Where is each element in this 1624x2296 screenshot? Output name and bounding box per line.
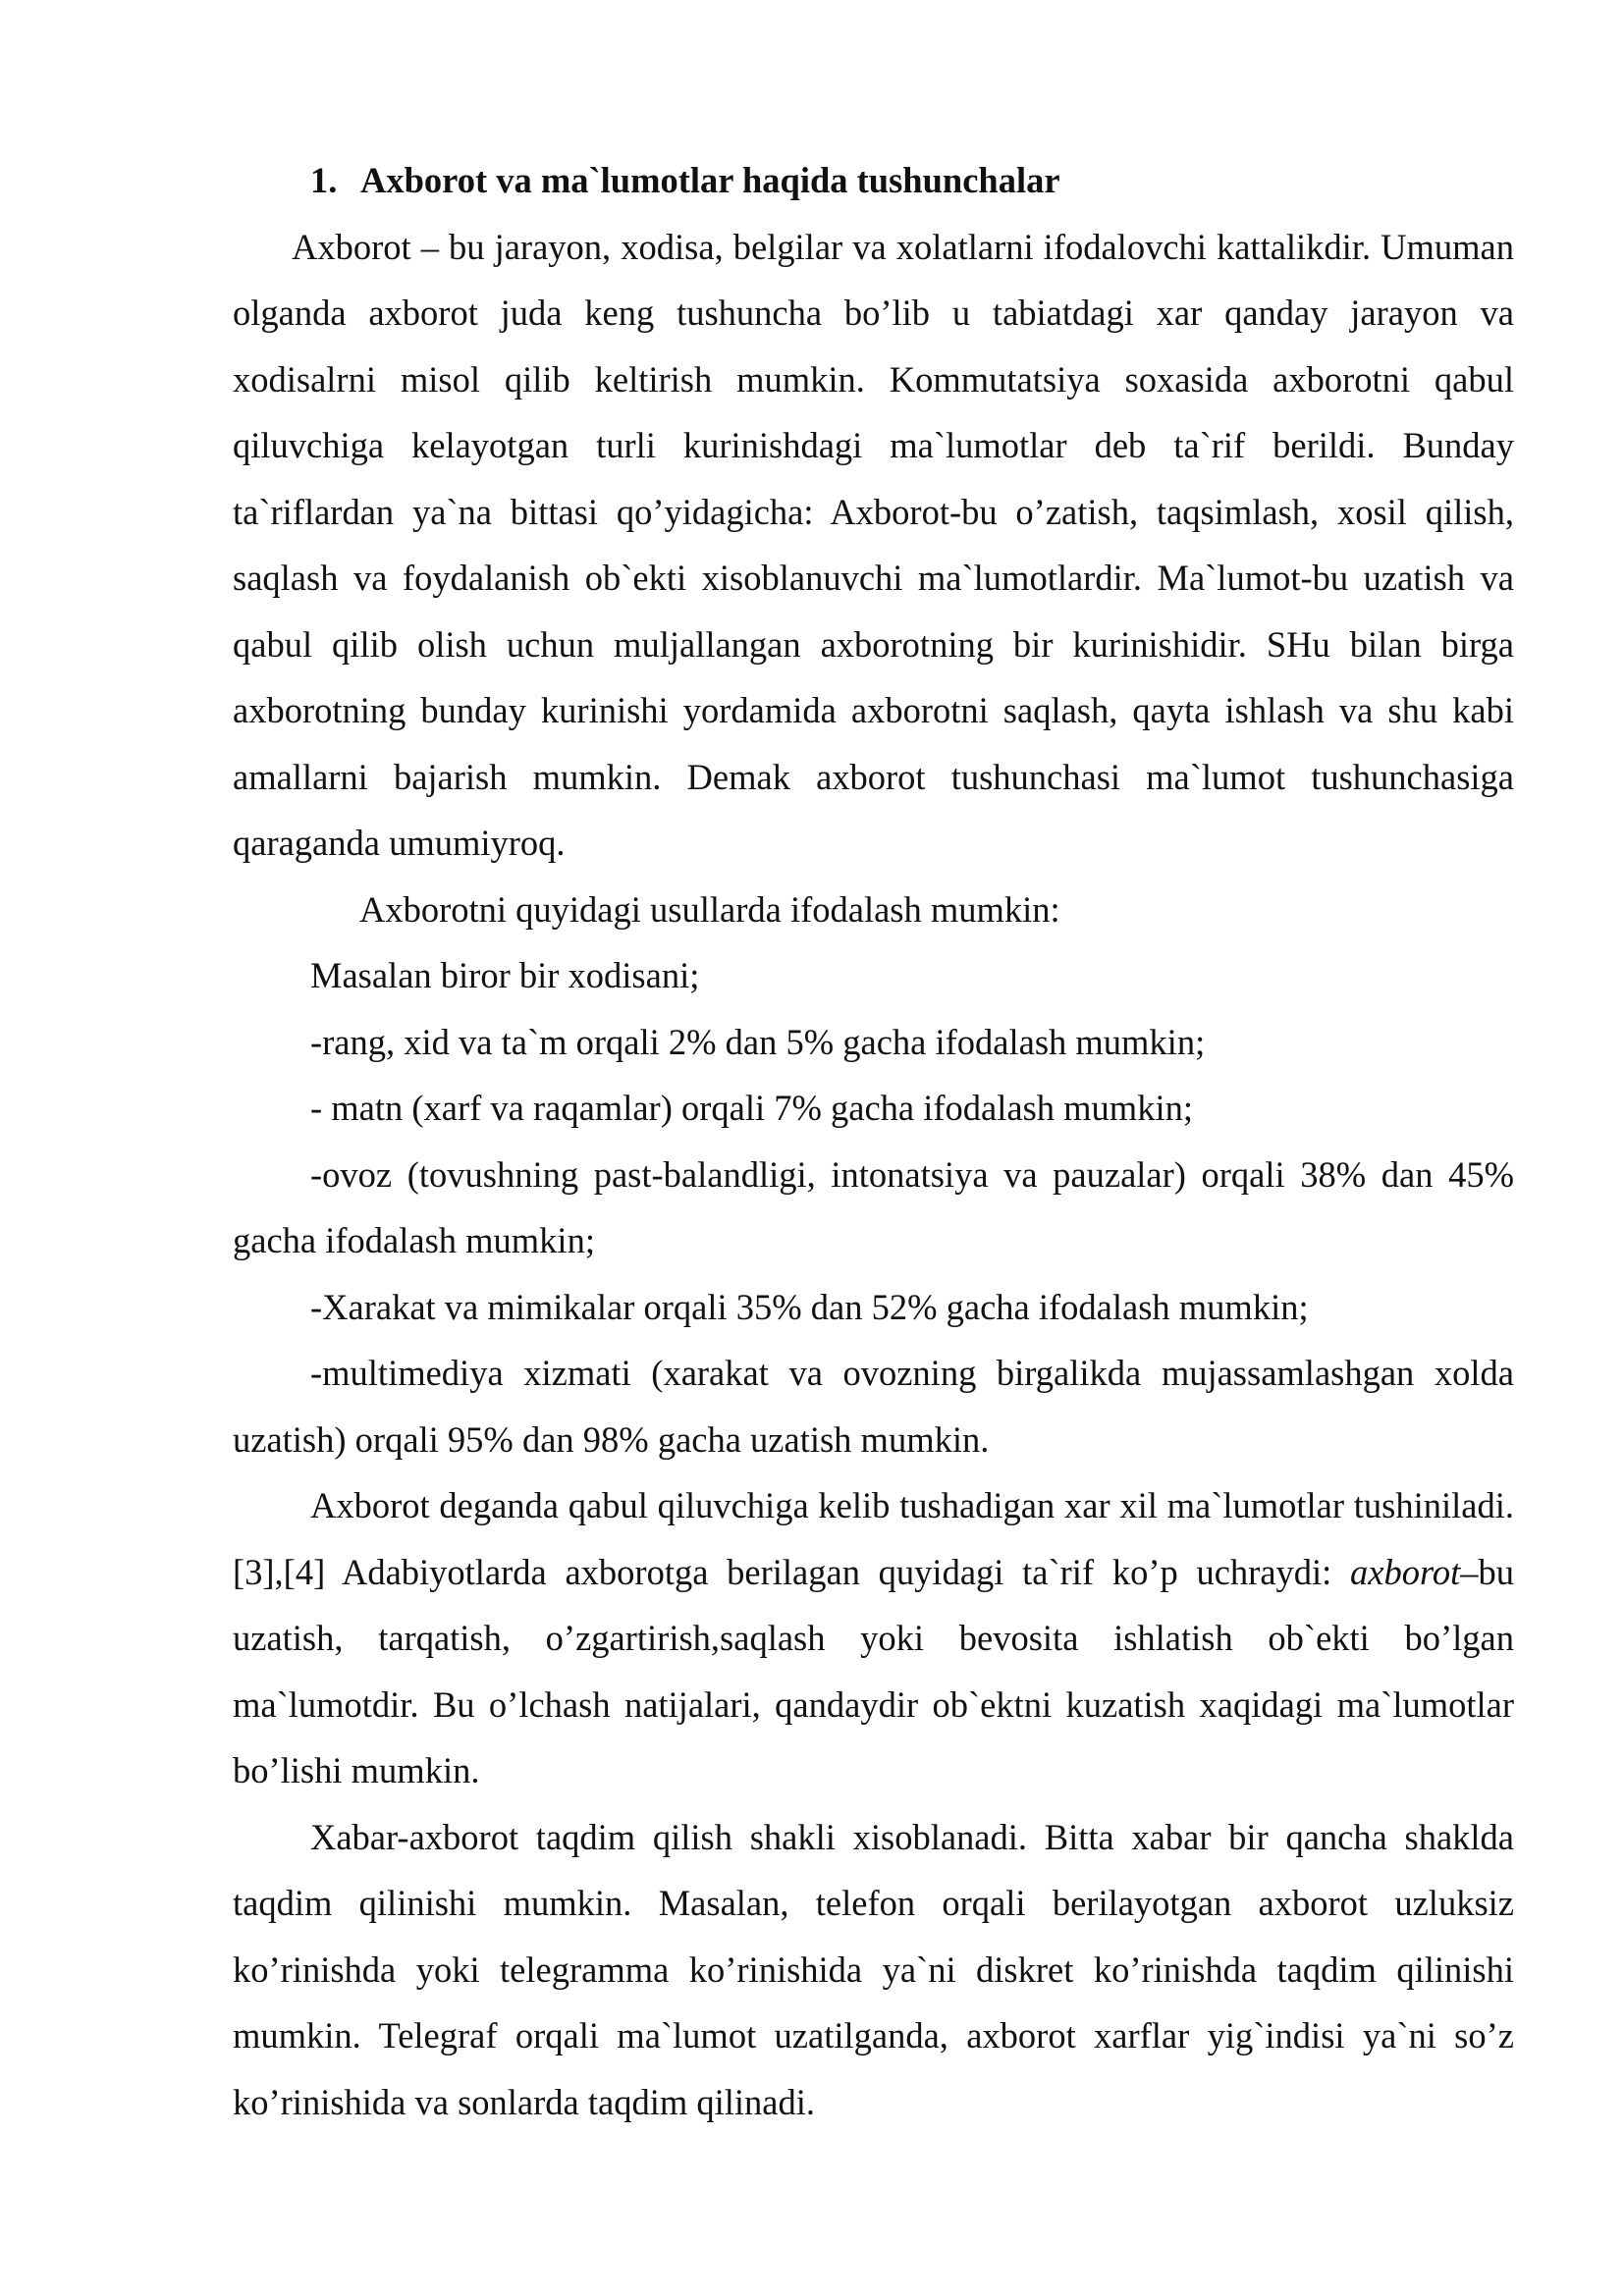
paragraph-text-after: –bu uzatish, tarqatish, o’zgartirish,saqlash yoki bevosita ishlatish ob`ekti bo’lgan ma`lumotdir. Bu o’lchash natijalari, qandaydir ob`ektni kuzatish xaqidagi ma`lumotlar bo’lishi mumkin.: [233, 1551, 1514, 1790]
list-item: -ovoz (tovushning past-balandligi, intonatsiya va pauzalar) orqali 38% dan 45% gacha ifodalash mumkin;: [233, 1153, 1514, 1260]
section-heading: [233, 147, 1514, 214]
list-item: -Xarakat va mimikalar orqali 35% dan 52% gacha ifodalash mumkin;: [310, 1286, 1309, 1327]
list-item: -multimediya xizmati (xarakat va ovozning birgalikda mujassamlashgan xolda uzatish) orqali 95% dan 98% gacha uzatish mumkin.: [233, 1353, 1514, 1460]
section-number: 1.: [310, 160, 338, 200]
list-item: -rang, xid va ta`m orqali 2% dan 5% gacha ifodalash mumkin;: [310, 1021, 1206, 1062]
paragraph-definition: Axborot – bu jarayon, xodisa, belgilar va xolatlarni ifodalovchi kattalikdir. Umuman olganda axborot juda keng tushuncha bo’lib u tabiatdagi xar qanday jarayon va xodisalrni misol qilib keltirish mumkin. Kommutatsiya soxasida axborotni qabul qiluvchiga kelayotgan turli kurinishdagi ma`lumotlar deb ta`rif berildi. Bunday ta`riflardan ya`na bittasi qo’yidagicha: Axborot-bu o’zatish, taqsimlash, xosil qilish, saqlash va foydalanish ob`ekti xisoblanuvchi ma`lumotlardir. Ma`lumot-bu uzatish va qabul qilib olish uchun muljallangan axborotning bir kurinishidir. SHu bilan birga axborotning bunday kurinishi yordamida axborotni saqlash, qayta ishlash va shu kabi amallarni bajarish mumkin. Demak axborot tushunchasi ma`lumot tushunchasiga qaraganda umumiyroq.: [233, 226, 1514, 863]
list-item: - matn (xarf va raqamlar) orqali 7% gacha ifodalash mumkin;: [310, 1088, 1193, 1128]
paragraph-text-before: Axborot deganda qabul qiluvchiga kelib tushadigan xar xil ma`lumotlar tushiniladi.[3],[4] Adabiyotlarda axborotga berilagan quyidagi ta`rif ko’p uchraydi:: [233, 1485, 1514, 1592]
paragraph-message-forms: Xabar-axborot taqdim qilish shakli xisoblanadi. Bitta xabar bir qancha shakldа taqdim qilinishi mumkin. Masalan, telefon orqali berilayotgan axborot uzluksiz ko’rinishda yoki telegramma ko’rinishida ya`ni diskret ko’rinishda taqdim qilinishi mumkin. Telegraf orqali ma`lumot uzatilganda, axborot xarflar yig`indisi ya`ni so’z ko’rinishida va sonlarda taqdim qilinadi.: [233, 1816, 1514, 2122]
document-page: [233, 147, 1514, 2135]
paragraph-expression-intro: Axborotni quyidagi usullarda ifodalash mumkin:: [359, 888, 1060, 930]
section-title: Axborot va ma`lumotlar haqida tushunchalar: [360, 160, 1060, 200]
italic-term: axborot: [1350, 1551, 1461, 1592]
paragraph-example-intro: Masalan biror bir xodisani;: [310, 955, 700, 995]
paragraph-axborot-definition: [233, 1472, 1514, 1804]
